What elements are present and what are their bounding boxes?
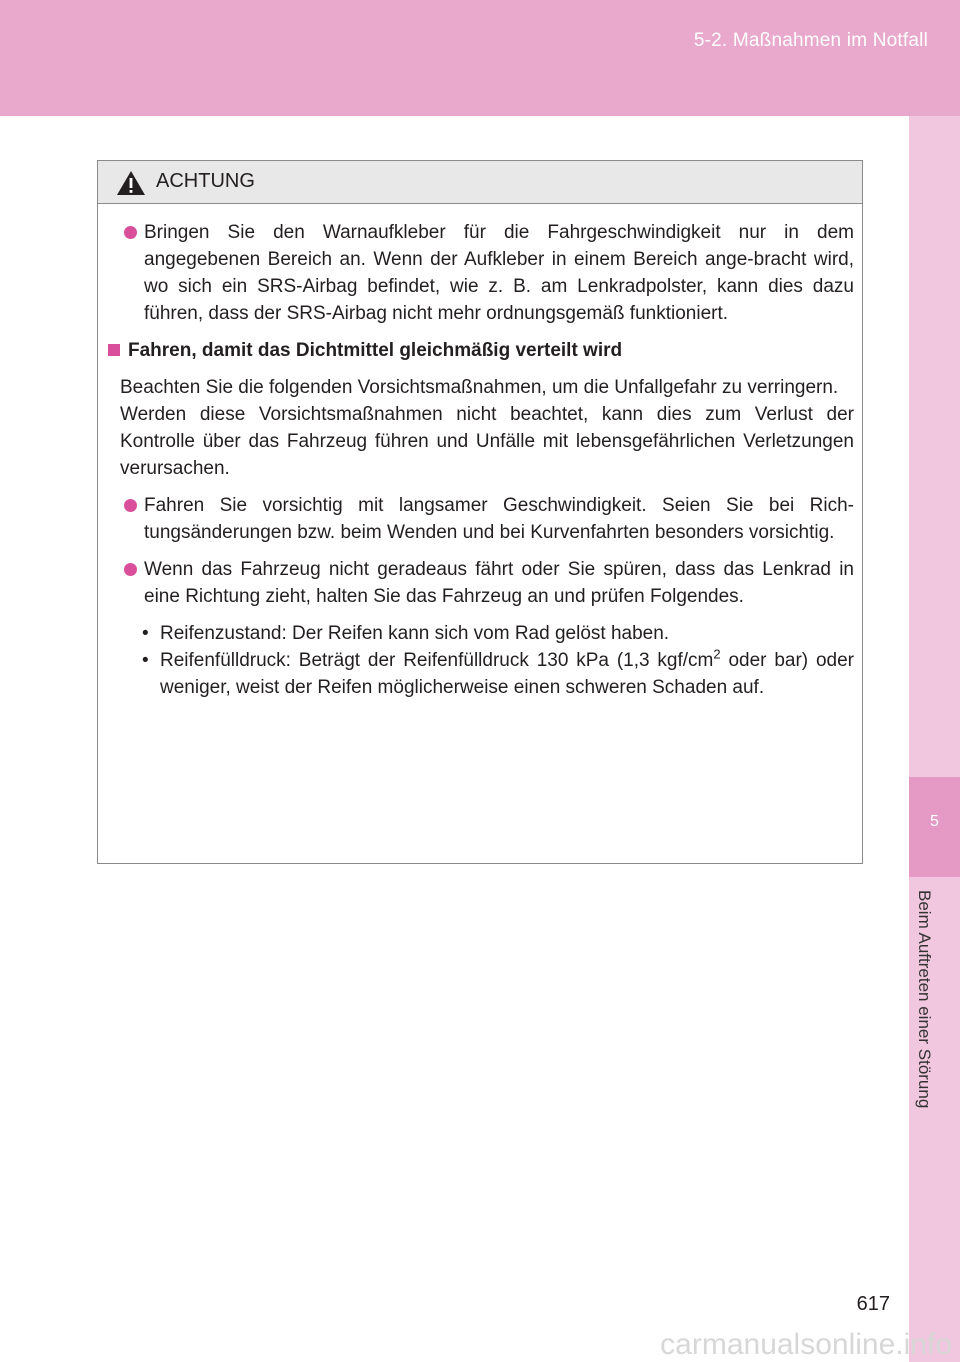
bullet-item <box>120 219 854 327</box>
sub-item <box>120 647 854 701</box>
sub-bullet-icon: • <box>142 623 149 644</box>
bullet-dot-icon <box>124 226 137 239</box>
page-header <box>0 0 960 116</box>
bullet-dot-icon <box>124 499 137 512</box>
chapter-number-tab <box>909 777 960 877</box>
paragraph: Werden diese Vorsichtsmaßnahmen nicht beachtet, kann dies zum Verlust der Kontrolle über das Fahrzeug führen und Unfälle mit lebensgefährlichen Verletzungen verursachen. <box>120 404 854 479</box>
bullet-text: Wenn das Fahrzeug nicht geradeaus fährt oder Sie spüren, dass das Lenkrad in eine Richtung zieht, halten Sie das Fahrzeug an und prüfen Folgendes. <box>144 559 854 607</box>
bullet-item <box>120 556 854 610</box>
square-bullet-icon <box>108 344 120 356</box>
chapter-number: 5 <box>930 813 939 830</box>
bullet-dot-icon <box>124 563 137 576</box>
sub-item-text: oder bar) oder weniger, weist der Reifen möglicherweise einen schweren Schaden auf. <box>160 650 854 698</box>
sub-bullet-icon: • <box>142 650 149 671</box>
subheading-text: Fahren, damit das Dichtmittel gleichmäßig verteilt wird <box>128 340 623 361</box>
warning-header <box>98 161 862 204</box>
warning-triangle-icon <box>116 170 146 196</box>
subheading <box>106 337 854 364</box>
paragraph: Beachten Sie die folgenden Vorsichtsmaßnahmen, um die Unfallgefahr zu verringern. <box>120 377 839 398</box>
page-number: 617 <box>856 1293 890 1315</box>
sub-item <box>120 620 854 647</box>
warning-body <box>120 219 854 701</box>
watermark: carmanualsonline.info <box>660 1328 952 1361</box>
bullet-item <box>120 492 854 546</box>
chapter-tab <box>909 116 960 1362</box>
superscript: 2 <box>713 646 721 662</box>
warning-box <box>97 160 863 864</box>
sub-item-text: Reifenfülldruck: Beträgt der Reifenfülldruck 130 kPa (1,3 kgf/cm <box>160 650 714 671</box>
sub-item-text: Reifenzustand: Der Reifen kann sich vom Rad gelöst haben. <box>160 623 670 644</box>
warning-title: ACHTUNG <box>156 170 255 192</box>
chapter-label: Beim Auftreten einer Störung <box>915 890 934 1109</box>
bullet-text: Bringen Sie den Warnaufkleber für die Fahrgeschwindigkeit nur in dem angegebenen Bereich an. Wenn der Aufkleber in einem Bereich ange-bracht wird, wo sich ein SRS-Airbag befindet, wie z. B. am Lenkradpolster, kann dies dazu führen, dass der SRS-Airbag nicht mehr ordnungsgemäß funktioniert. <box>144 222 854 324</box>
bullet-text: Fahren Sie vorsichtig mit langsamer Geschwindigkeit. Seien Sie bei Rich-tungsänderungen bzw. beim Wenden und bei Kurvenfahrten besonders vorsichtig. <box>144 495 854 543</box>
section-title: 5-2. Maßnahmen im Notfall <box>693 30 928 51</box>
